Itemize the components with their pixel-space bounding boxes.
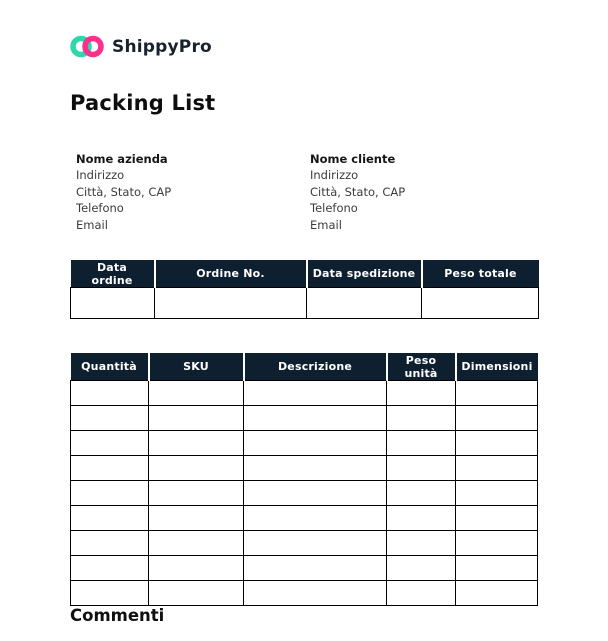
empty-cell: [149, 556, 244, 581]
empty-cell: [149, 581, 244, 606]
customer-name-label: Nome cliente: [310, 152, 396, 166]
empty-cell: [387, 531, 456, 556]
empty-cell: [149, 456, 244, 481]
empty-cell: [149, 531, 244, 556]
column-header-quantity: Quantità: [71, 353, 149, 381]
table-row: [71, 456, 538, 481]
items-table-header-row: [71, 353, 538, 381]
empty-cell: [456, 531, 538, 556]
empty-cell: [149, 506, 244, 531]
empty-cell: [456, 381, 538, 406]
customer-phone-line: Telefono: [310, 201, 358, 216]
empty-cell: [244, 456, 387, 481]
column-header-shipping-date: Data spedizione: [307, 260, 422, 288]
empty-cell: [422, 288, 539, 319]
customer-address-line: Indirizzo: [310, 168, 359, 183]
column-header-dimensions: Dimensioni: [456, 353, 538, 381]
customer-info-block: [310, 151, 405, 233]
empty-cell: [149, 406, 244, 431]
column-header-total-weight: Peso totale: [422, 260, 539, 288]
column-header-description: Descrizione: [244, 353, 387, 381]
empty-cell: [387, 481, 456, 506]
company-email-line: Email: [76, 217, 108, 232]
empty-cell: [71, 581, 149, 606]
empty-cell: [149, 481, 244, 506]
empty-cell: [456, 431, 538, 456]
empty-cell: [244, 481, 387, 506]
empty-cell: [71, 556, 149, 581]
table-row: [71, 288, 539, 319]
empty-cell: [456, 506, 538, 531]
empty-cell: [456, 556, 538, 581]
empty-cell: [71, 506, 149, 531]
page-title: Packing List: [70, 91, 216, 115]
empty-cell: [456, 456, 538, 481]
table-row: [71, 431, 538, 456]
empty-cell: [149, 431, 244, 456]
empty-cell: [155, 288, 307, 319]
empty-cell: [387, 556, 456, 581]
empty-cell: [387, 456, 456, 481]
items-table-body: [71, 381, 538, 606]
order-table-header-row: [71, 260, 539, 288]
empty-cell: [387, 581, 456, 606]
column-header-sku: SKU: [149, 353, 244, 381]
shippypro-logo-icon: [70, 35, 104, 58]
items-table: [70, 353, 538, 606]
empty-cell: [71, 531, 149, 556]
customer-email-line: Email: [310, 217, 342, 232]
table-row: [71, 481, 538, 506]
company-info-block: [76, 151, 171, 233]
empty-cell: [456, 406, 538, 431]
empty-cell: [244, 506, 387, 531]
table-row: [71, 531, 538, 556]
empty-cell: [387, 406, 456, 431]
company-phone-line: Telefono: [76, 201, 124, 216]
table-row: [71, 581, 538, 606]
empty-cell: [244, 556, 387, 581]
empty-cell: [71, 481, 149, 506]
empty-cell: [149, 381, 244, 406]
empty-cell: [456, 581, 538, 606]
empty-cell: [71, 456, 149, 481]
company-name-label: Nome azienda: [76, 152, 168, 166]
column-header-unit-weight: Peso unità: [387, 353, 456, 381]
table-row: [71, 556, 538, 581]
empty-cell: [71, 288, 155, 319]
empty-cell: [387, 506, 456, 531]
empty-cell: [387, 431, 456, 456]
empty-cell: [456, 481, 538, 506]
empty-cell: [244, 381, 387, 406]
empty-cell: [307, 288, 422, 319]
brand-name: ShippyPro: [112, 36, 212, 57]
table-row: [71, 506, 538, 531]
empty-cell: [71, 431, 149, 456]
comments-heading: Commenti: [70, 606, 165, 625]
column-header-order-date: Data ordine: [71, 260, 155, 288]
empty-cell: [71, 406, 149, 431]
empty-cell: [244, 531, 387, 556]
company-city-line: Città, Stato, CAP: [76, 184, 172, 199]
empty-cell: [244, 581, 387, 606]
empty-cell: [71, 381, 149, 406]
empty-cell: [387, 381, 456, 406]
empty-cell: [244, 406, 387, 431]
column-header-order-number: Ordine No.: [155, 260, 307, 288]
order-table-body: [71, 288, 539, 319]
table-row: [71, 406, 538, 431]
logo-ring-right: [85, 39, 101, 55]
empty-cell: [244, 431, 387, 456]
customer-city-line: Città, Stato, CAP: [310, 184, 406, 199]
order-summary-table: [70, 260, 539, 319]
table-row: [71, 381, 538, 406]
brand-logo: [70, 35, 212, 58]
company-address-line: Indirizzo: [76, 168, 125, 183]
